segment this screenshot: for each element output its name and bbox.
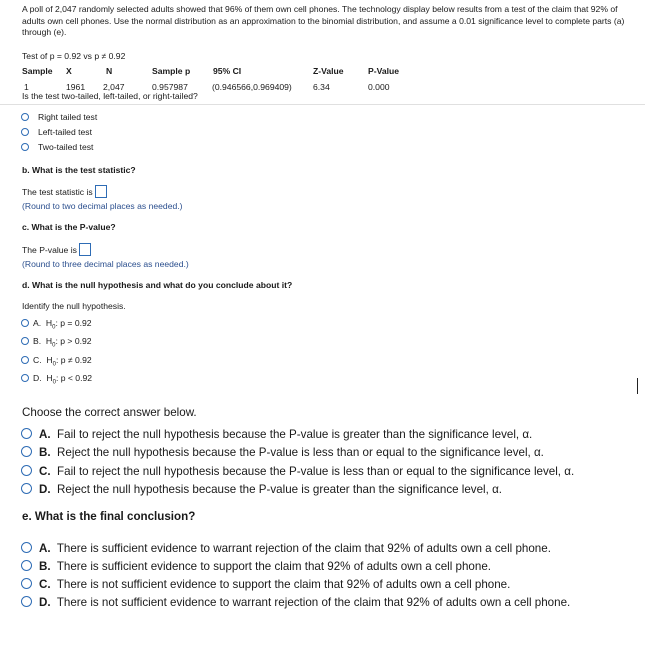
hypothesis-option-d[interactable]: D. $H_0$: p < 0.92 (21, 373, 92, 386)
cell-ci: (0.946566,0.969409) (212, 82, 292, 92)
p-value-line: The P-value is (22, 244, 91, 257)
cell-p: 0.000 (368, 82, 390, 92)
final-option-a[interactable]: A. There is sufficient evidence to warrant rejection of the claim that 92% of adults own a cell phone. (21, 542, 551, 555)
partial-question-a: Is the test two-tailed, left-tailed, or right-tailed? (22, 91, 198, 101)
test-line: Test of p = 0.92 vs p ≠ 0.92 (22, 51, 126, 61)
question-e: e. What is the final conclusion? (22, 510, 196, 523)
question-b: b. What is the test statistic? (22, 165, 136, 175)
radio-icon[interactable] (21, 128, 29, 136)
radio-icon[interactable] (21, 356, 29, 364)
radio-icon[interactable] (21, 113, 29, 121)
radio-icon[interactable] (21, 596, 32, 607)
test-statistic-line: The test statistic is (22, 186, 107, 199)
conclusion-option-d[interactable]: D. Reject the null hypothesis because the P-value is greater than the significance level, α. (21, 483, 502, 496)
text-cursor (637, 378, 638, 394)
option-right-tailed[interactable]: Right tailed test (21, 112, 97, 122)
choose-prompt: Choose the correct answer below. (22, 406, 197, 419)
conclusion-option-a[interactable]: A. Fail to reject the null hypothesis because the P-value is greater than the significance level, α. (21, 428, 532, 441)
p-value-input[interactable] (79, 243, 91, 256)
cell-z: 6.34 (313, 82, 330, 92)
header-sample: Sample (22, 66, 53, 76)
test-statistic-input[interactable] (95, 185, 107, 198)
header-p: P-Value (368, 66, 400, 76)
radio-icon[interactable] (21, 483, 32, 494)
hypothesis-option-c[interactable]: C. $H_0$: p ≠ 0.92 (21, 355, 92, 368)
hint-c: (Round to three decimal places as needed.) (22, 259, 189, 269)
question-c: c. What is the P-value? (22, 222, 116, 232)
radio-icon[interactable] (21, 374, 29, 382)
cell-n: 2,047 (103, 82, 125, 92)
radio-icon[interactable] (21, 319, 29, 327)
hypothesis-option-a[interactable]: A. $H_0$: p = 0.92 (21, 318, 92, 331)
cell-sample-p: 0.957987 (152, 82, 188, 92)
radio-icon[interactable] (21, 560, 32, 571)
radio-icon[interactable] (21, 428, 32, 439)
radio-icon[interactable] (21, 337, 29, 345)
final-option-b[interactable]: B. There is sufficient evidence to support the claim that 92% of adults own a cell phone. (21, 560, 491, 573)
question-d: d. What is the null hypothesis and what do you conclude about it? (22, 280, 293, 290)
cell-x: 1961 (66, 82, 86, 92)
final-option-d[interactable]: D. There is not sufficient evidence to warrant rejection of the claim that 92% of adults own a cell phone. (21, 596, 570, 609)
header-x: X (66, 66, 72, 76)
conclusion-option-b[interactable]: B. Reject the null hypothesis because the P-value is less than or equal to the significance level, α. (21, 446, 544, 459)
conclusion-option-c[interactable]: C. Fail to reject the null hypothesis because the P-value is less than or equal to the significance level, α. (21, 465, 574, 478)
header-n: N (106, 66, 113, 76)
option-two-tailed[interactable]: Two-tailed test (21, 142, 93, 152)
radio-icon[interactable] (21, 542, 32, 553)
header-ci: 95% CI (213, 66, 242, 76)
hypothesis-option-b[interactable]: B. $H_0$: p > 0.92 (21, 336, 92, 349)
identify-null: Identify the null hypothesis. (22, 301, 126, 311)
problem-intro: A poll of 2,047 randomly selected adults showed that 96% of them own cell phones. The technology display below results from a test of the claim that 92% of adults own cell phones. Use the normal distribution as an approximation to the binomial distribution, and assume a 0.01 significance level to complete parts (a) through (e). (22, 4, 625, 38)
radio-icon[interactable] (21, 465, 32, 476)
final-option-c[interactable]: C. There is not sufficient evidence to support the claim that 92% of adults own a cell phone. (21, 578, 510, 591)
divider (0, 104, 645, 105)
header-z: Z-Value (313, 66, 344, 76)
hint-b: (Round to two decimal places as needed.) (22, 201, 183, 211)
radio-icon[interactable] (21, 446, 32, 457)
cell-sample: 1 (24, 82, 29, 92)
radio-icon[interactable] (21, 143, 29, 151)
option-left-tailed[interactable]: Left-tailed test (21, 127, 92, 137)
header-sample-p: Sample p (152, 66, 191, 76)
radio-icon[interactable] (21, 578, 32, 589)
